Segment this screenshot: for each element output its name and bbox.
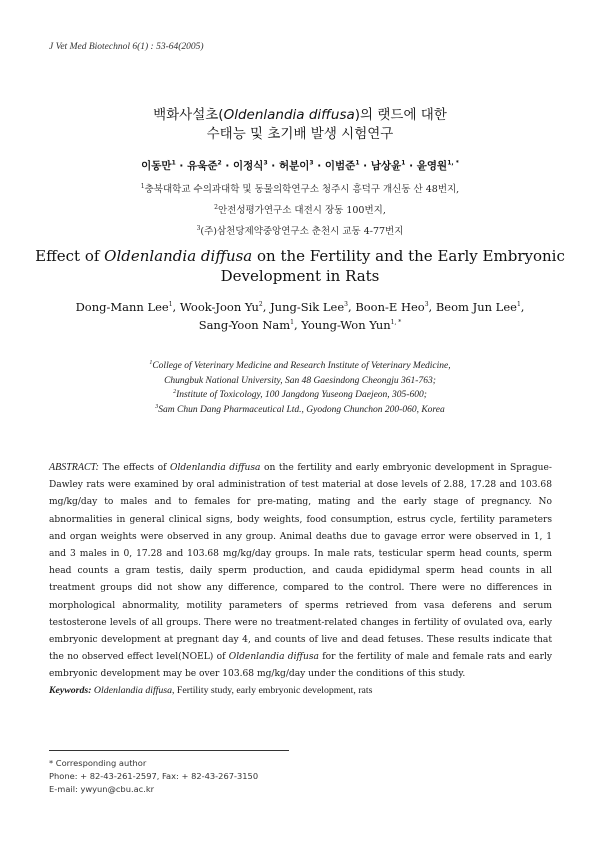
abstract-text-2: on the fertility and early embryonic development in Sprague-Dawley rats were examined by oral administration of test material at dose levels of 2.88, 17.28 and 103.68 mg/kg/day to males and to females for pre-mating, mating and the early stage of pregnancy. No abnormalities in general clinical signs, body weights, food consumption, estrus cycle, fertility parameters and organ weights were observed in any group. Animal deaths due to gavage error were observed in 1, 1 and 3 males in 0, 17.28 and 103.68 mg/kg/day groups. In male rats, testicular sperm head counts, sperm head counts a gram testis, daily sperm production, and cauda epididymal sperm head counts in all treatment groups did not show any difference, compared to the control. There were no differences in morphological abnormality, motility parameters of sperms retrieved from vasa deferens and serum testosterone levels of all groups. There were no treatment-related changes in fertility of ovulated ova, early embryonic development at pregnant day 4, and counts of live and dead fetuses. These results indicate that the no observed effect level(NOEL) of [49,463,552,663]
korean-affiliation-3 [0,223,600,237]
abstract-species-1: Oldenlandia diffusa [170,463,261,473]
author-name: 유욱준 [187,160,218,172]
author-affiliation-sup: 1 [516,301,521,309]
author-name: 윤영원 [416,160,448,172]
author [325,160,360,172]
korean-title-species: Oldenlandia diffusa [223,107,355,123]
korean-authors: 이동만$^1$ · 유욱준$^2$ · 이정식$^3$ · 허분이$^3$ · 이범준$^1$ · 남상윤$^1$ · 윤영원$^{1, *}$ [141,159,459,172]
author [436,300,521,314]
english-title [0,246,600,286]
journal-citation: J Vet Med Biotechnol 6(1) : 53-64(2005) [49,42,204,52]
affiliation-text: College of Veterinary Medicine and Research Institute of Veterinary Medicine, [152,361,451,371]
keywords-rest: , Fertility study, early embryonic development, rats [172,685,373,696]
author-affiliation-sup: 1, * [390,319,402,327]
author [301,318,401,332]
korean-title-pre: 백화사설초( [153,107,224,123]
affiliation-sup: 3 [155,403,159,410]
english-authors [0,298,600,334]
author-affiliation-sup: 3 [424,301,429,309]
author-affiliation-sup: 2 [258,301,263,309]
english-title-species: Oldenlandia diffusa [104,247,253,265]
affiliation-text: Institute of Toxicology, 100 Jangdong Yuseong Daejeon, 305-600; [176,390,427,400]
korean-affiliation-2 [0,202,600,216]
keywords [49,685,552,696]
corresponding-author-note: * Corresponding author [49,758,147,768]
english-title-line2: Development in Rats [220,267,380,285]
korean-title-post: )의 랫드에 대한 [354,107,447,123]
author [371,160,406,172]
author [355,300,428,314]
author-affiliation-sup: 3 [309,159,314,167]
korean-title-line2: 수태능 및 초기배 발생 시험연구 [206,126,394,142]
contact-email: E-mail: ywyun@cbu.ac.kr [49,784,155,794]
english-title-pre: Effect of [35,247,105,265]
author-affiliation-sup: 1 [168,301,173,309]
author-affiliation-sup: 1 [171,159,176,167]
author-name: 이범준 [324,160,356,172]
author-affiliation-sup: 3 [263,159,268,167]
author-name: Boon-E Heo [355,300,425,314]
author-name: 이정식 [233,160,264,172]
abstract-label: ABSTRACT: [49,462,100,473]
author-name: Dong-Mann Lee [75,300,169,314]
affiliation-text: 충북대학교 수의과대학 및 동물의학연구소 청주시 흥덕구 개신동 산 48번지, [144,184,460,195]
author-name: Wook-Joon Yu [179,300,259,314]
affiliation-sup: 2 [173,388,177,395]
english-affiliation-1b [0,374,600,389]
author [417,160,459,172]
affiliation-sup: 1 [149,359,153,366]
english-affiliation-2 [0,388,600,403]
author-name: 이동만 [141,160,172,172]
author-affiliation-sup: 1 [355,159,360,167]
affiliation-text: Sam Chun Dang Pharmaceutical Ltd., Gyodong Chunchon 200-060, Korea [158,404,445,415]
keywords-species: Oldenlandia diffusa [93,685,173,696]
affiliation-text: 안전성평가연구소 대전시 장동 100번지, [217,205,386,216]
abstract [49,459,552,684]
author-affiliation-sup: 1, * [447,159,459,167]
author-name: Beom Jun Lee [435,300,517,314]
author-affiliation-sup: 3 [344,301,348,309]
footnote-divider [49,750,289,751]
author [279,160,314,172]
english-affiliation-1 [0,359,600,374]
keywords-label: Keywords: [49,685,92,696]
author [141,160,176,172]
author [180,300,263,314]
author [187,160,222,172]
author-name: Young-Won Yun [301,318,391,332]
author-affiliation-sup: 1 [290,319,294,327]
english-authors-line2: Sang-Yoon Nam$^1$, Young-Won Yun$^{1, *}$ [198,318,402,332]
author-affiliation-sup: 2 [217,159,222,167]
author [233,160,268,172]
affiliation-sup: 2 [214,203,218,211]
author [199,318,294,332]
author-affiliation-sup: 1 [401,159,406,167]
english-title-post: on the Fertility and the Early Embryonic [252,247,565,265]
author-name: 허분이 [278,160,310,172]
contact-phone: Phone: + 82-43-261-2597, Fax: + 82-43-267-3150 [49,771,259,781]
author-name: 남상윤 [370,160,402,172]
abstract-text-1: The effects of [99,463,170,473]
author-name: Sang-Yoon Nam [198,318,291,332]
author [270,300,348,314]
english-affiliations [0,359,600,417]
korean-affiliation-1 [0,181,600,195]
abstract-text-3: for the fertility of male and female rats and early embryonic development may be over 103.68 mg/kg/day under the conditions of this study. [49,652,552,680]
english-authors-line1: Dong-Mann Lee$^1$, Wook-Joon Yu$^2$, Jung-Sik Lee$^3$, Boon-E Heo$^3$, Beom Jun Lee$^1$, [75,300,525,314]
author [76,300,173,314]
affiliation-text: Chungbuk National University, San 48 Gaesindong Cheongju 361-763; [164,375,436,386]
affiliation-sup: 1 [140,182,145,190]
footnote [49,757,258,796]
english-affiliation-3 [0,403,600,418]
korean-title [0,106,600,144]
author-name: Jung-Sik Lee [270,300,345,314]
abstract-species-2: Oldenlandia diffusa [228,652,319,663]
affiliation-sup: 3 [196,224,201,232]
affiliation-text: (주)삼천당제약중앙연구소 춘천시 교동 4-77번지 [200,226,404,237]
